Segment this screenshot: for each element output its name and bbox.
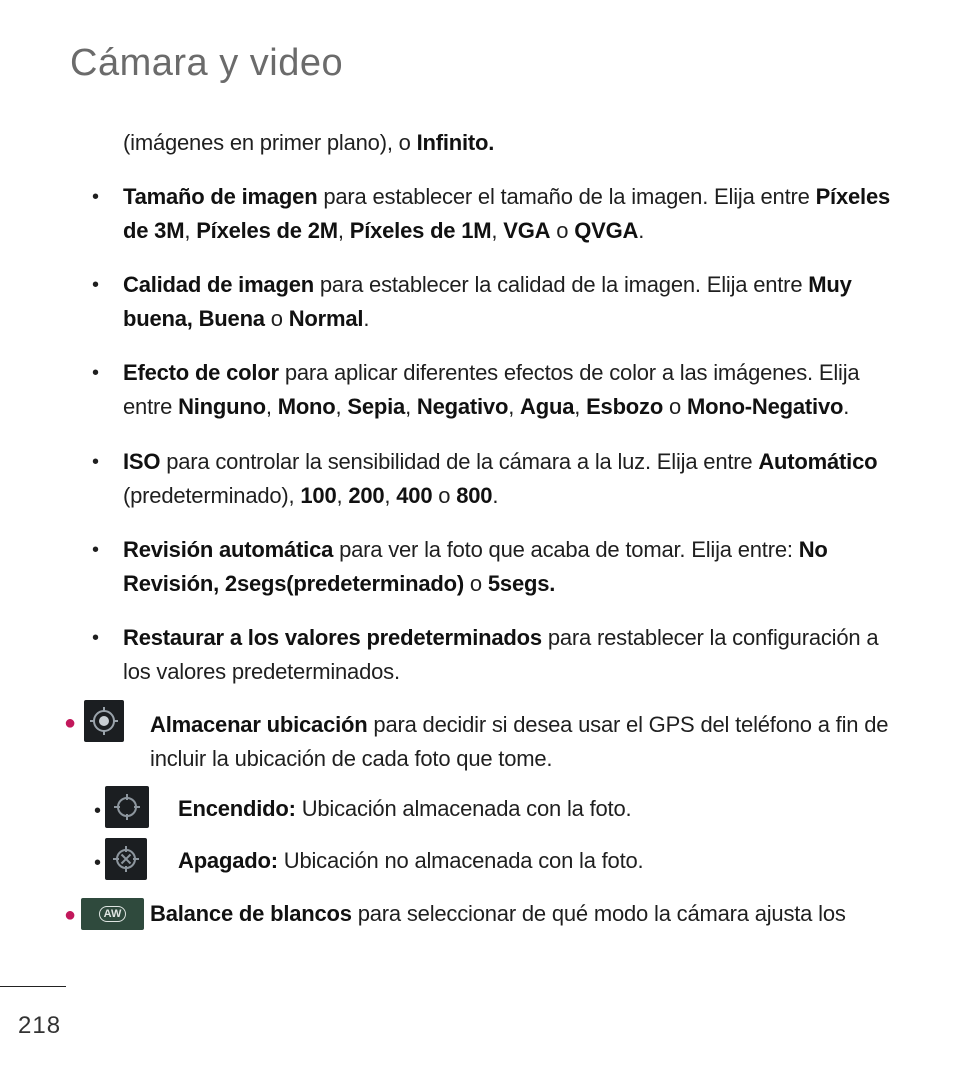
body-text: o xyxy=(264,306,289,331)
white-balance-icon-label: AW xyxy=(99,906,127,922)
page-number: 218 xyxy=(18,1012,62,1039)
location-on-desc: Ubicación almacenada con la foto. xyxy=(295,796,632,821)
white-balance-text xyxy=(150,897,910,931)
bullet-color-effect xyxy=(123,356,903,424)
bullet-image-quality xyxy=(123,268,903,336)
bold-term: 200 xyxy=(348,483,385,508)
location-off-text xyxy=(178,844,898,878)
accent-bullet: ● xyxy=(64,904,77,926)
body-text: para restablecer la configuración a los valores predeterminados. xyxy=(123,625,879,684)
body-text: para ver la foto que acaba de tomar. Elija entre: xyxy=(333,537,799,562)
bold-term: Ninguno xyxy=(178,394,266,419)
store-location-desc: para decidir si desea usar el GPS del teléfono a fin de incluir la ubicación de cada foto que tome. xyxy=(150,712,889,771)
store-location-text xyxy=(150,708,910,776)
body-text: , xyxy=(337,218,350,243)
bold-term: Calidad de imagen xyxy=(123,272,314,297)
location-on-icon xyxy=(105,786,149,828)
bullet-dot: • xyxy=(92,451,100,473)
footer-rule xyxy=(0,986,66,987)
bullet-dot: • xyxy=(92,274,100,296)
bold-term: Automático xyxy=(758,449,878,474)
bold-term: Restaurar a los valores predeterminados xyxy=(123,625,542,650)
bold-term: 5segs. xyxy=(487,571,556,596)
store-location-bold: Almacenar ubicación xyxy=(150,712,368,737)
body-text: . xyxy=(638,218,645,243)
bold-term: Revisión automática xyxy=(123,537,334,562)
body-text: , xyxy=(384,483,397,508)
body-text: , xyxy=(491,218,504,243)
body-text: para controlar la sensibilidad de la cámara a la luz. Elija entre xyxy=(160,449,759,474)
bold-term: No Revisión, 2segs(predeterminado) xyxy=(123,537,828,596)
sub-bullet-dot: • xyxy=(94,800,102,822)
continuation-text xyxy=(123,126,903,160)
bold-term: Negativo xyxy=(416,394,509,419)
bold-term: 800 xyxy=(456,483,493,508)
body-text: , xyxy=(265,394,278,419)
body-text: o xyxy=(550,218,575,243)
bold-term: Tamaño de imagen xyxy=(123,184,318,209)
white-balance-bold: Balance de blancos xyxy=(150,901,352,926)
body-text: o xyxy=(663,394,687,419)
body-text: para aplicar diferentes efectos de color a las imágenes. Elija entre xyxy=(123,360,860,419)
bold-term: VGA xyxy=(503,218,551,243)
body-text: , xyxy=(508,394,521,419)
body-text: , xyxy=(574,394,587,419)
page-title: Cámara y video xyxy=(70,42,344,84)
bold-term: Sepia xyxy=(347,394,406,419)
bold-term: Normal xyxy=(288,306,364,331)
location-off-desc: Ubicación no almacenada con la foto. xyxy=(277,848,644,873)
body-text: o xyxy=(464,571,488,596)
location-on-text xyxy=(178,792,898,826)
body-text: o xyxy=(432,483,457,508)
bullet-iso xyxy=(123,445,903,513)
bold-term: Agua xyxy=(520,394,575,419)
location-off-bold: Apagado: xyxy=(178,848,278,873)
bullet-dot: • xyxy=(92,539,100,561)
sub-bullet-dot: • xyxy=(94,852,102,874)
location-off-icon xyxy=(105,838,147,880)
bullet-dot: • xyxy=(92,186,100,208)
bullet-dot: • xyxy=(92,627,100,649)
bold-term: QVGA xyxy=(574,218,639,243)
body-text: . xyxy=(363,306,370,331)
bold-term: Muy buena, Buena xyxy=(123,272,852,331)
body-text: para establecer la calidad de la imagen. Elija entre xyxy=(313,272,809,297)
body-text: , xyxy=(405,394,417,419)
bold-term: Píxeles de 2M xyxy=(196,218,338,243)
location-on-bold: Encendido: xyxy=(178,796,296,821)
bold-term: Píxeles de 3M xyxy=(123,184,891,243)
bold-term: Efecto de color xyxy=(123,360,279,385)
body-text: . xyxy=(492,483,499,508)
bold-term: ISO xyxy=(123,449,161,474)
bold-term: Mono xyxy=(277,394,336,419)
bullet-restore-defaults xyxy=(123,621,903,689)
body-text: . xyxy=(843,394,850,419)
continuation-bold: Infinito. xyxy=(416,130,495,155)
location-setting-icon xyxy=(84,700,124,742)
body-text: , xyxy=(184,218,197,243)
bullet-image-size xyxy=(123,180,903,248)
bold-term: Mono-Negativo xyxy=(686,394,844,419)
body-text: (predeterminado), xyxy=(123,483,301,508)
bullet-auto-review xyxy=(123,533,903,601)
body-text: , xyxy=(336,483,349,508)
bold-term: Píxeles de 1M xyxy=(349,218,492,243)
white-balance-desc: para seleccionar de qué modo la cámara ajusta los xyxy=(351,901,846,926)
body-text: para establecer el tamaño de la imagen. Elija entre xyxy=(317,184,816,209)
body-text: , xyxy=(335,394,348,419)
bold-term: Esbozo xyxy=(586,394,664,419)
continuation-plain: (imágenes en primer plano), o xyxy=(123,130,417,155)
white-balance-icon xyxy=(81,898,144,930)
bullet-dot: • xyxy=(92,362,100,384)
bold-term: 100 xyxy=(300,483,337,508)
bold-term: 400 xyxy=(396,483,433,508)
accent-bullet: ● xyxy=(64,712,77,734)
